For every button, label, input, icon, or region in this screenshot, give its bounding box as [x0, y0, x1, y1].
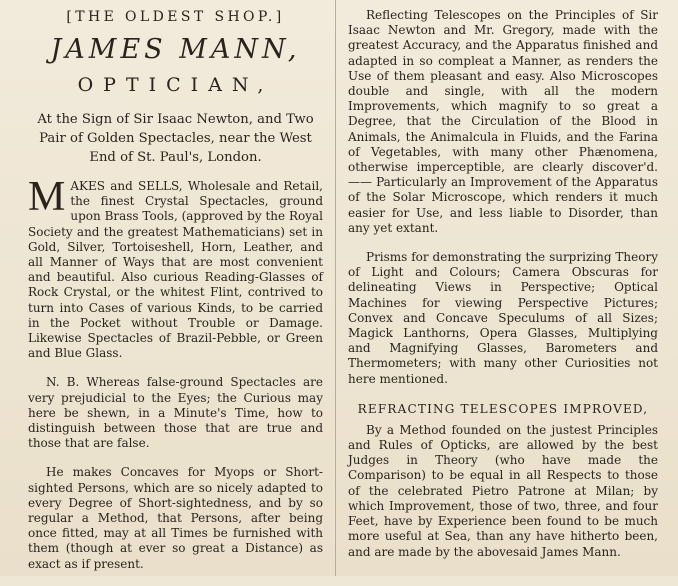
right-column [336, 0, 678, 574]
concaves-paragraph: He makes Concaves for Myops or Short-sighted Persons, which are so nicely adapted to every Degree of Short-sightedness, and by so regular a Method, that Persons, after being once fitted, may at all Times be furnished with them (though at ever so great a Distance) as exact as if present. [28, 465, 323, 571]
profession-title: OPTICIAN, [77, 74, 274, 96]
shop-label: [THE OLDEST SHOP.] [66, 9, 285, 25]
left-column [0, 0, 335, 586]
telescopes-paragraph: Reflecting Telescopes on the Principles of Sir Isaac Newton and Mr. Gregory, made with the greatest Accuracy, and the Apparatus finished and adapted in so compleat a Manner, as renders the Use of them pleasant and easy. Also Microscopes double and single, with all the modern Improvements, which magnify to so great a Degree, that the Circulation of the Blood in Animals, the Animalcula in Fluids, and the Farina of Vegetables, with many other Phænomena, otherwise imperceptible, are clearly discover'd. —— Particularly an Improvement of the Apparatus of the Solar Microscope, which renders it much easier for Use, and less liable to Disorder, than any yet extant. [348, 8, 658, 235]
makes-and-sells-text: AKES and SELLS, Wholesale and Retail, the finest Crystal Spectacles, ground upon Brass Tools, (approved by the Royal Society and the greatest Mathematicians) set in Gold, Silver, Tortoiseshell, Horn, Leather, and all Manner of Ways that are most convenient and beautiful. Also curious Reading-Glasses of Rock Crystal, or the whitest Flint, contrived to turn into Cases of various Kinds, to be carried in the Pocket without Trouble or Damage. Likewise Spectacles of Brazil-Pebble, or Green and Blue Glass. [28, 179, 323, 361]
drop-cap: M [28, 174, 66, 220]
refracting-telescopes-heading: REFRACTING TELESCOPES IMPROVED, [357, 401, 649, 416]
nota-bene-paragraph: N. B. Whereas false-ground Spectacles are very prejudicial to the Eyes; the Curious may here be shewn, in a Minute's Time, how to distinguish between those that are true and those that are false. [28, 375, 323, 451]
makes-and-sells-paragraph [28, 174, 323, 361]
shop-sign-address: At the Sign of Sir Isaac Newton, and Two Pair of Golden Spectacles, near the West End of St. Paul's, London. [37, 112, 314, 165]
prisms-paragraph: Prisms for demonstrating the surprizing Theory of Light and Colours; Camera Obscuras for delineating Views in Perspective; Optical Machines for viewing Perspective Pictures; Convex and Concave Speculums of all Sizes; Magick Lanthorns, Opera Glasses, Multiplying and Magnifying Glasses, Barometers and Thermometers; with many other Curiosities not here mentioned. [348, 250, 658, 386]
shop-owner-name: JAMES MANN, [50, 34, 301, 65]
refracting-telescopes-paragraph: By a Method founded on the justest Principles and Rules of Opticks, are allowed by the best Judges in Theory (who have made the Comparison) to be equal in all Respects to those of the celebrated Pietro Patrone at Milan; by which Improvement, those of two, three, and four Feet, have by Experience been found to be much more useful at Sea, than any have hitherto been, and are made by the abovesaid James Mann. [348, 422, 658, 559]
